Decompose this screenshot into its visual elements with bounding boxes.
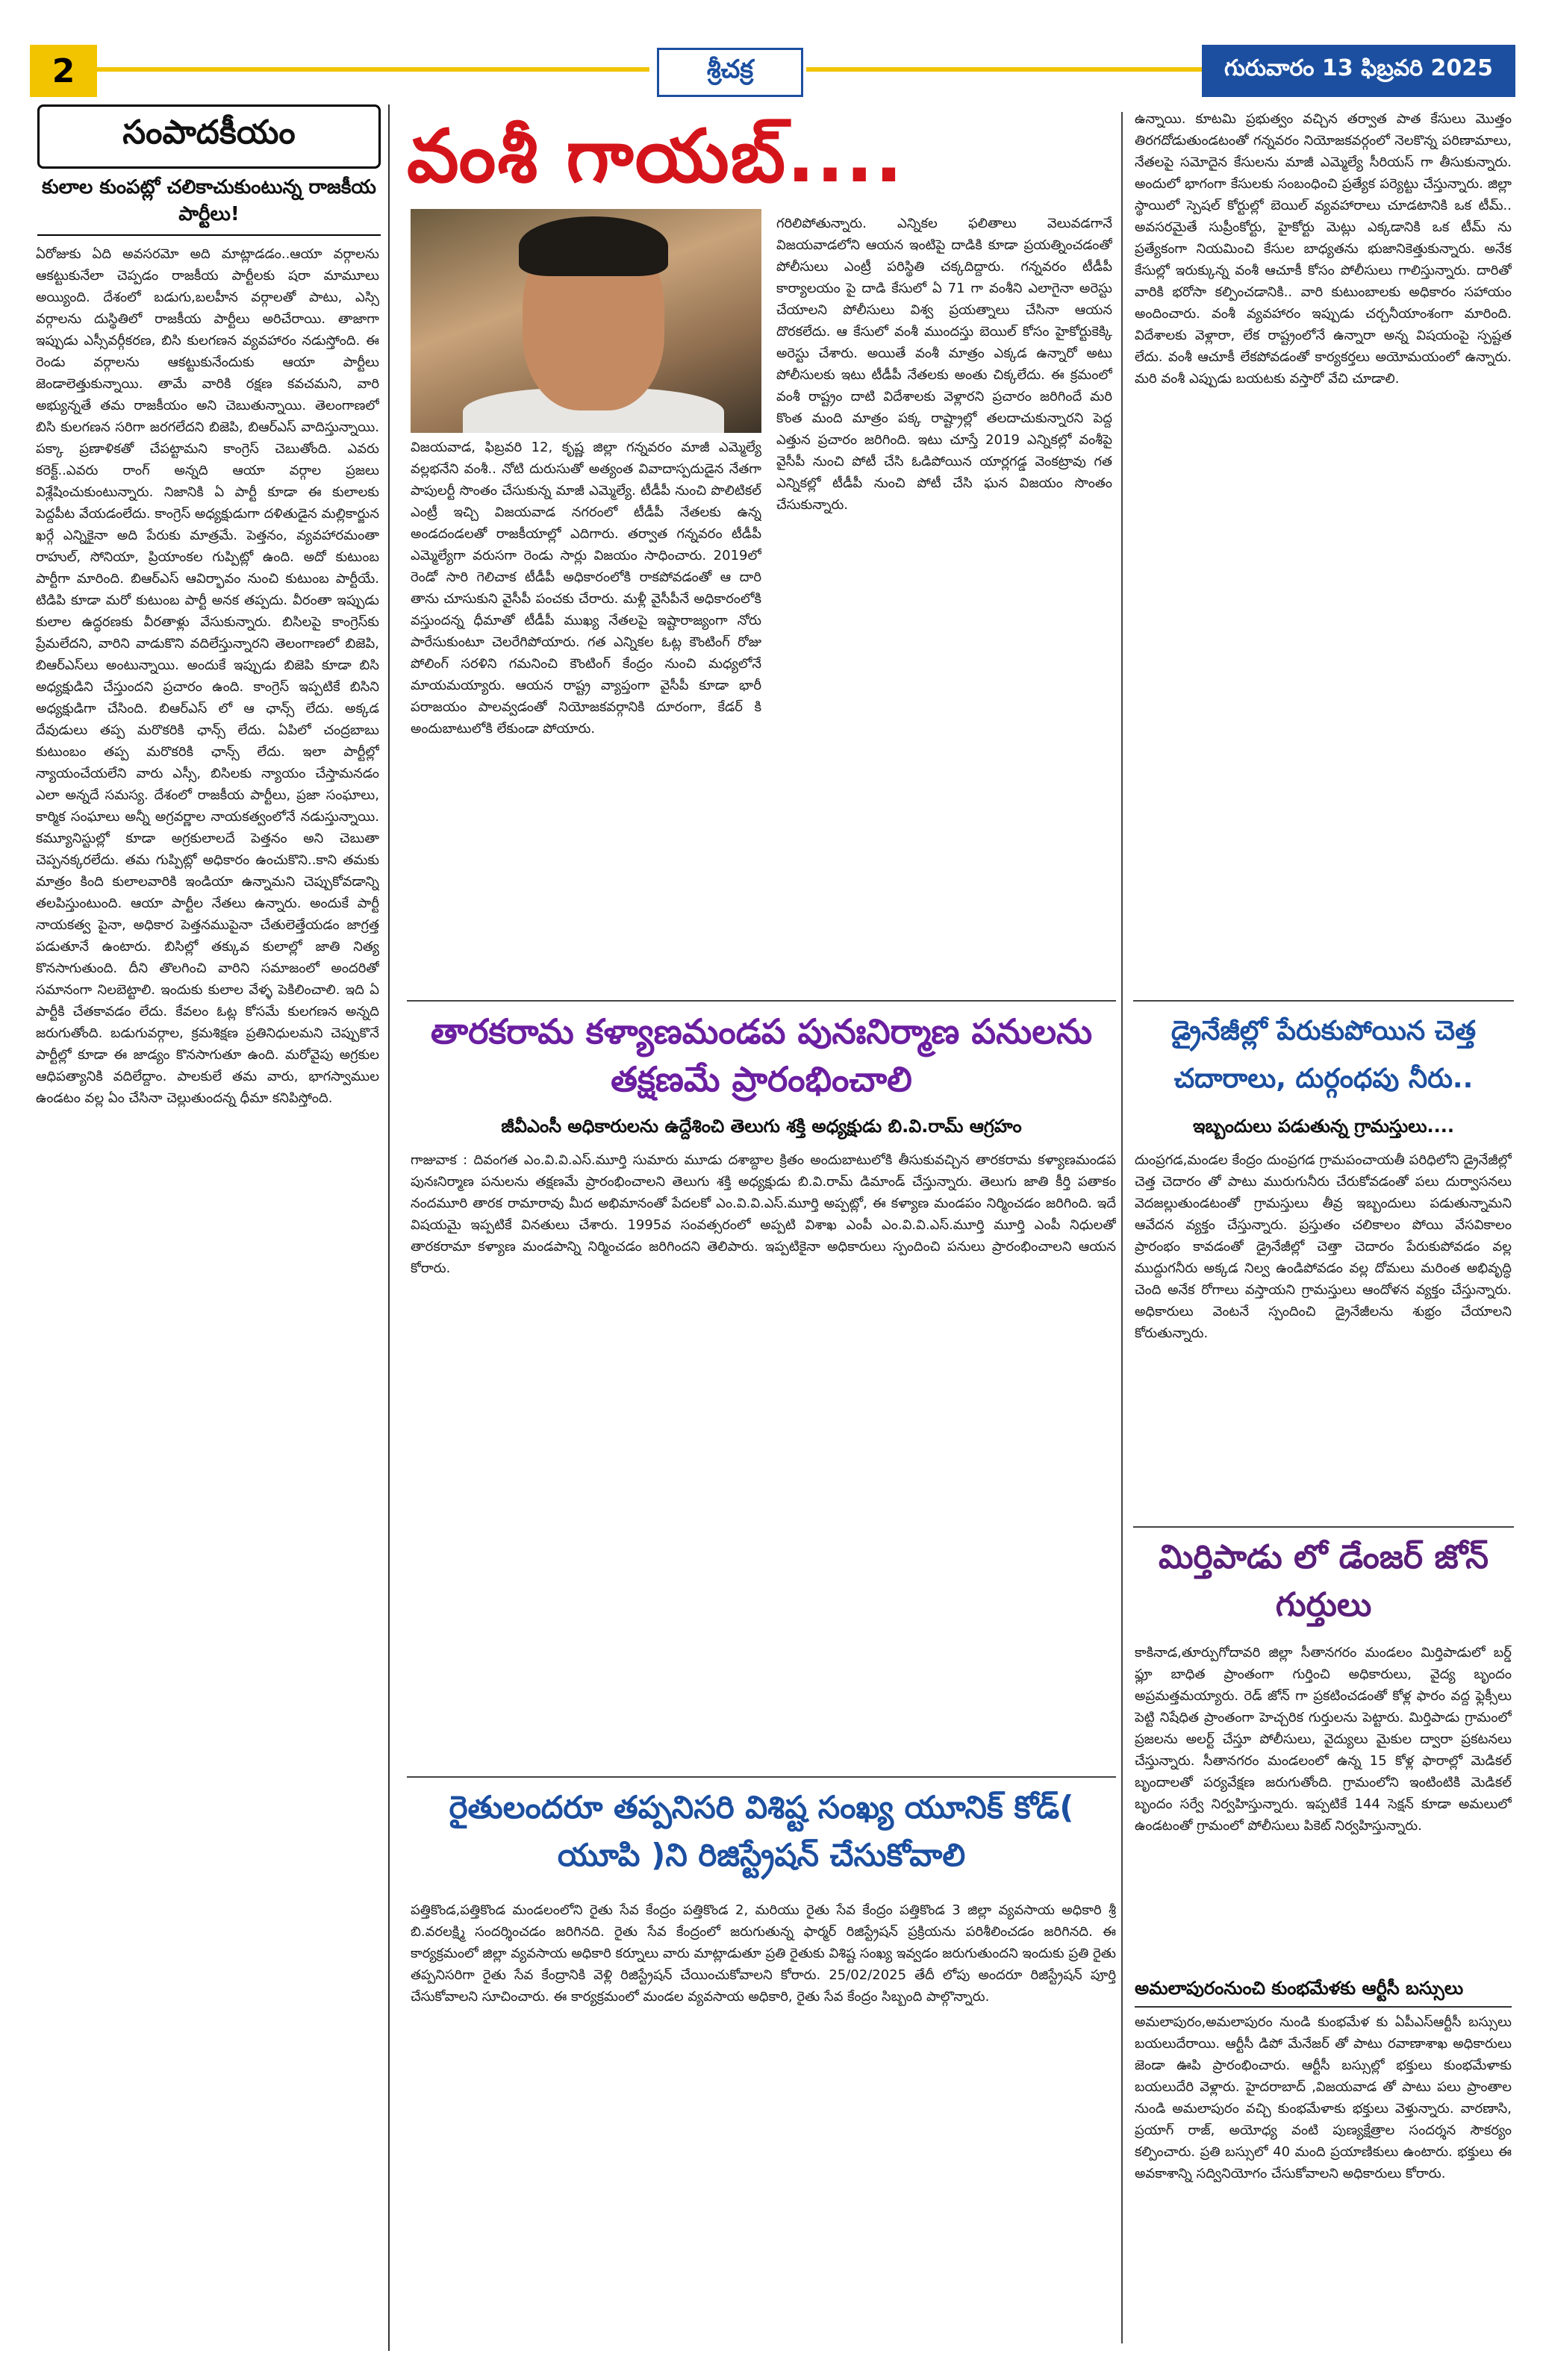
section-divider	[407, 1000, 1116, 1002]
masthead	[30, 45, 1515, 97]
rtc-body: అమలాపురం,అమలాపురం నుండి కుంభమేళ కు ఏపీఎస్ఆర్టీసీ బస్సులు బయలుదేరాయి. ఆర్టీసీ డిపో మేనేజర్ తో పాటు రవాణాశాఖ అధికారులు జెండా ఊపి ప్రారంభించారు. ఆర్టీసీ బస్సుల్లో భక్తులు కుంభమేళాకు బయలుదేరి వెళ్లారు. హైదరాబాద్ ,విజయవాడ తో పాటు పలు ప్రాంతాల నుండి అమలాపురం వచ్చి కుంభమేళాకు భక్తులు వెళ్తున్నారు. వారణాసి, ప్రయాగ్ రాజ్, అయోధ్య వంటి పుణ్యక్షేత్రాల సందర్శన సౌకర్యం కల్పించారు. ప్రతి బస్సులో 40 మంది ప్రయాణికులు ఉంటారు. భక్తులు ఈ అవకాశాన్ని సద్వినియోగం చేసుకోవాలని అధికారులు కోరారు.	[1135, 2014, 1512, 2181]
main-story-col1: విజయవాడ, ఫిబ్రవరి 12, కృష్ణ జిల్లా గన్నవరం మాజీ ఎమ్మెల్యే వల్లభనేని వంశీ.. నోటి దురుసుతో అత్యంత వివాదాస్పదుడైన నేతగా పాపులర్టీ సొంతం చేసుకున్న మాజీ ఎమ్మెల్యే. టీడీపీ నుంచి పొలిటికల్ ఎంట్రీ ఇచ్చి విజయవాడ నగరంలో టీడీపీ నేతలకు ఉన్న అండదండలతో రాజకీయాల్లో ఎదిగారు. తర్వాత గన్నవరం టీడీపీ ఎమ్మెల్యేగా వరుసగా రెండు సార్లు విజయం సాధించారు. 2019లో రెండో సారి గెలిచాక టీడీపీ అధికారంలోకి రాకపోవడంతో ఆ దారి తాను చూసుకుని వైసీపీ పంచకు చేరారు. మళ్లీ వైసీపీనే అధికారంలోకి వస్తుందన్న ధీమాతో టీడీపీ ముఖ్య నేతలపై ఇష్టారాజ్యంగా నోరు పారేసుకుంటూ చెలరేగిపోయారు. గత ఎన్నికల ఓట్ల కౌంటింగ్ రోజు పోలింగ్ సరళిని గమనించి కౌంటింగ్ కేంద్రం నుంచి మధ్యలోనే మాయమయ్యారు. ఆయన రాష్ట్ర వ్యాప్తంగా వైసీపీ కూడా భారీ పరాజయం పాలవ్వడంతో నియోజకవర్గానికి దూరంగా, కేడర్ కి అందుబాటులోకి లేకుండా పోయారు.	[411, 440, 761, 737]
newspaper-logo: శ్రీచక్ర	[657, 48, 803, 97]
drainage-kicker: ఇబ్బందులు పడుతున్న గ్రామస్తులు....	[1193, 1116, 1454, 1137]
page-number: 2	[30, 45, 97, 97]
editorial-body: ఏరోజుకు ఏది అవసరమో అది మాట్లాడడం..ఆయా వర్గాలను ఆకట్టుకునేలా చెప్పడం రాజకీయ పార్టీలకు షరా మామూలు అయ్యింది. దేశంలో బడుగు,బలహీన వర్గాలతో పాటు, ఎస్సి వర్గాలను దుస్థితిలో రాజకీయ పార్టీలు అరిచేరాయి. తాజాగా ఇప్పుడు ఎస్సీవర్గీకరణ, బిసి కులగణన వ్యవహారం నడుస్తోంది. ఈ రెండు వర్గాలను ఆకట్టుకునేందుకు ఆయా పార్టీలు జెండాలెత్తుకున్నాయి. తామే వారికి రక్షణ కవచమని, వారి అభ్యున్నతే తమ రాజకీయం అని చెబుతున్నాయి. తెలంగాణలో బిసి కులగణన సరిగా జరగలేదని బిజెపి, బిఆర్ఎస్ వాదిస్తున్నాయి. పక్కా ప్రణాళికతో చేపట్టామని కాంగ్రెస్ చెబుతోంది. ఎవరు కరెక్ట్..ఎవరు రాంగ్ అన్నది ఆయా వర్గాల ప్రజలు విశ్లేషించుకుంటున్నారు. నిజానికి ఏ పార్టీ కూడా ఈ కులాలకు పెద్దపీట వేయడంలేదు. కాంగ్రెస్ అధ్యక్షుడుగా దళితుడైన మల్లికార్జున ఖర్గే ఎన్నికైనా అది పేరుకు మాత్రమే. పెత్తనం, వ్యవహారమంతా రాహుల్, సోనియా, ప్రియాంకల గుప్పిట్లో ఉంది. అదో కుటుంబ పార్టీగా మారింది. బిఆర్ఎస్ ఆవిర్భావం నుంచి కుటుంబ పార్టీయే. టిడిపి కూడా మరో కుటుంబ పార్టీ అనక తప్పదు. వీరంతా ఇప్పుడు కులాల ఉద్ధరణకు వీరతాళ్లు వేసుకున్నారు. బిసిలపై కాంగ్రెస్‌కు ప్రేమలేదని, వారిని వాడుకొని వదిలేస్తున్నారని తెలంగాణలో బిజెపి, బిఆర్ఎస్‌లు అంటున్నాయి. అందుకే ఇప్పుడు బిజెపి కూడా బిసి అధ్యక్షుడిని చేస్తుందని ప్రచారం ఉంది. కాంగ్రెస్ ఇప్పటికే బిసిని అధ్యక్షుడిగా చేసింది. బిఆర్ఎస్ లో ఆ ఛాన్స్ లేదు. అక్కడ దేవుడులు తప్ప మరొకరికి ఛాన్స్ లేదు. ఏపిలో చంద్రబాబు కుటుంబం తప్ప మరొకరికి ఛాన్స్ లేదు. ఇలా పార్టీల్లో న్యాయంచేయలేని వారు ఎస్సీ, బిసిలకు న్యాయం చేస్తామనడం ఎలా అన్నదే సమస్య. దేశంలో రాజకీయ పార్టీలు, ప్రజా సంఘాలు, కార్మిక సంఘాలు అన్నీ అగ్రవర్ణాల నాయకత్వంలోనే నడుస్తున్నాయి. కమ్యూనిస్టుల్లో కూడా అగ్రకులాలదే పెత్తనం అని చెబుతా చెప్పనక్కరలేదు. తమ గుప్పిట్లో అధికారం ఉంచుకొని..కాని తమకు మాత్రం కింది కులాలవారికి ఇండియా ఉన్నామని చెప్పుకోవడాన్ని తలపిస్తుంటుంది. ఆయా పార్టీల నేతలు ఉన్నారు. అందుకే పార్టీ నాయకత్వ పైనా, అధికార పెత్తనముపైనా చేతులెత్తేయడం జాగ్రత్త పడుతూనే ఉంటారు. బిసిల్లో తక్కువ కులాల్లో జాతి నిత్య కొనసాగుతుంది. దీని తొలగించి వారిని సమాజంలో అందరితో సమానంగా నిలబెట్టాలి. ఇందుకు కులాల వేళ్ళ పెకిలించాలి. ఇది ఏ పార్టీకి చేతకావడం లేదు. కేవలం ఓట్ల కోసమే కులగణన అన్నది జరుగుతోంది. బడుగువర్గాల, క్రమశిక్షణ ప్రతినిధులమని చెప్పుకొనే పార్టీల్లో కూడా ఈ జాడ్యం కొనసాగుతూ ఉంది. మరోవైపు అగ్రకుల ఆధిపత్యానికి వదిలేద్దాం. పాలకులే తమ వారు, భాగస్వాముల ఉండటం వల్ల ఏం చేసినా చెల్లుతుందన్న ధీమా కనిపిస్తోంది.	[36, 246, 379, 1106]
section-divider	[1133, 1526, 1514, 1528]
editorial-headline: కులాల కుంపట్లో చలికాచుకుంటున్న రాజకీయ పార్టీలు!	[37, 176, 381, 236]
issue-date: గురువారం 13 ఫిబ్రవరి 2025	[1202, 45, 1515, 97]
section-divider	[1133, 1000, 1514, 1002]
section-divider	[407, 1776, 1116, 1778]
editorial-column	[30, 104, 390, 2351]
drainage-headline: డ్రైనేజీల్లో పేరుకుపోయిన చెత్త చదారాలు, దుర్గంధపు నీరు..	[1171, 1016, 1477, 1094]
editorial-title: సంపాదకీయం	[37, 104, 381, 169]
photo-hair-shape	[519, 216, 668, 276]
main-headline: వంశీ గాయబ్....	[407, 114, 905, 199]
kalyanamandapam-headline: తారకరామ కళ్యాణమండప పునఃనిర్మాణ పనులను తక్షణమే ప్రారంభించాలి	[430, 1011, 1093, 1099]
rythu-body: పత్తికొండ,పత్తికొండ మండలంలోని రైతు సేవ కేంద్రం పత్తికొండ 2, మరియు రైతు సేవ కేంద్రం పత్తికొండ 3 జిల్లా వ్యవసాయ అధికారి శ్రీ బి.వరలక్ష్మి సందర్శించడం జరిగినది. రైతు సేవ కేంద్రంలో జరుగుతున్న ఫార్మర్ రిజిస్ట్రేషన్ ప్రక్రియను పరిశీలించడం జరిగినది. ఈ కార్యక్రమంలో జిల్లా వ్యవసాయ అధికారి కర్నూలు వారు మాట్లాడుతూ ప్రతి రైతుకు విశిష్ట సంఖ్య ఇవ్వడం జరుగుతుందని ఇందుకు ప్రతి రైతు తప్పనిసరిగా రైతు సేవ కేంద్రానికి వెళ్లి రిజిస్ట్రేషన్ చేయించుకోవాలని కోరారు. 25/02/2025 తేదీ లోపు అందరూ రిజిస్ట్రేషన్ పూర్తి చేసుకోవాలని సూచించారు. ఈ కార్యక్రమంలో మండల వ్యవసాయ అధికారి, రైతు సేవ కేంద్రం సిబ్బంది పాల్గొన్నారు.	[411, 1902, 1116, 2005]
mirthipadu-headline: మిర్తిపాడు లో డేంజర్ జోన్ గుర్తులు	[1158, 1538, 1489, 1624]
news-photo	[411, 209, 761, 433]
rtc-headline: అమలాపురంనుంచి కుంభమేళకు ఆర్టీసీ బస్సులు	[1135, 1978, 1512, 2008]
drainage-body: దుంప్రగడ,మండల కేంద్రం దుంప్రగడ గ్రామపంచాయతీ పరిధిలోని డ్రైనేజీల్లో చెత్త చెదారం తో పాటు మురుగునీరు చేరుకోవడంతో పలు దుర్వాసనలు వెదజల్లుతుండటంతో గ్రామస్తులు తీవ్ర ఇబ్బందులు పడుతున్నామని ఆవేదన వ్యక్తం చేస్తున్నారు. ప్రస్తుతం చలికాలం పోయి వేసవికాలం ప్రారంభం కావడంతో డ్రైనేజీల్లో చెత్తా చెదారం పేరుకుపోవడం వల్ల ముద్దుగనీరు అక్కడ నిల్వ ఉండిపోవడం వల్ల దోమలు మరింత అభివృద్ధి చెంది అనేక రోగాలు వస్తాయని గ్రామస్తులు ఆందోళన వ్యక్తం చేస్తున్నారు. అధికారులు వెంటనే స్పందించి డ్రైనేజీలను శుభ్రం చేయాలని కోరుతున్నారు.	[1135, 1152, 1512, 1341]
right-continuation: ఉన్నాయి. కూటమి ప్రభుత్వం వచ్చిన తర్వాత పాత కేసులు మొత్తం తిరగదోడుతుండటంతో గన్నవరం నియోజకవర్గంలో నెలకొన్న పరిణామాలు, నేతలపై సమోదైన కేసులను మాజీ ఎమ్మెల్యే సీరియస్ గా తీసుకున్నారు. అందులో భాగంగా కేసులకు సంబంధించి ప్రత్యేక పర్యెట్టు చేస్తున్నారు. జిల్లా స్థాయిలో స్పెషల్ కోర్టుల్లో బెయిల్ వ్యవహారాలు చూడటానికి ఒక టీమ్.. అవసరమైతే సుప్రీంకోర్టు, హైకోర్టు మెట్లు ఎక్కడానికి ఒక టీమ్ ను ప్రత్యేకంగా నియమించి కేసుల బాధ్యతను భుజానికెత్తుకున్నారు. అనేక కేసుల్లో ఇరుక్కున్న వంశీ ఆచూకీ కోసం పోలీసులు గాలిస్తున్నారు. దారితో వారికి భరోసా కల్పించడానికి.. వారి కుటుంబాలకు అధికారం సహాయం అందించారు. వంశీ వ్యవహారం ఇప్పుడు చర్చనీయాంశంగా మారింది. విదేశాలకు వెళ్లారా, లేక రాష్ట్రంలోనే ఉన్నారా అన్న విషయంపై స్పష్టత లేదు. వంశీ ఆచూకీ లేకపోవడంతో కార్యకర్తలు అయోమయంలో ఉన్నారు. మరి వంశీ ఎప్పుడు బయటకు వస్తారో వేచి చూడాలి.	[1135, 111, 1512, 387]
rythu-headline: రైతులందరూ తప్పనిసరి విశిష్ట సంఖ్య యూనిక్ కోడ్( యూపి )ని రిజిస్ట్రేషన్ చేసుకోవాలి	[449, 1789, 1074, 1873]
mirthipadu-body: కాకినాడ,తూర్పుగోదావరి జిల్లా సీతానగరం మండలం మిర్తిపాడులో బర్డ్ ఫ్లూ బాధిత ప్రాంతంగా గుర్తించి అధికారులు, వైద్య బృందం అప్రమత్తమయ్యారు. రెడ్ జోన్ గా ప్రకటించడంతో కోళ్ల ఫారం వద్ద ఫ్లెక్సీలు పెట్టి నిషేధిత ప్రాంతంగా హెచ్చరిక గుర్తులను పెట్టారు. మిర్తిపాడు గ్రామంలో ప్రజలను అలర్ట్ చేస్తూ పోలీసులు, వైద్యులు మైకుల ద్వారా ప్రకటనలు చేస్తున్నారు. సీతానగరం మండలంలో ఉన్న 15 కోళ్ల ఫారాల్లో మెడికల్ బృందాలతో పర్యవేక్షణ జరుగుతోంది. గ్రామంలోని ఇంటింటికి మెడికల్ బృందం సర్వే నిర్వహిస్తున్నారు. ఇప్పటికే 144 సెక్షన్ కూడా అమలులో ఉండటంతో గ్రామంలో పోలీసులు పికెట్ నిర్వహిస్తున్నారు.	[1135, 1645, 1512, 1834]
masthead-rule-right	[806, 67, 1209, 72]
main-story-col2: గరిలిపోతున్నారు. ఎన్నికల ఫలితాలు వెలువడగానే విజయవాడలోని ఆయన ఇంటిపై దాడికి కూడా ప్రయత్నించడంతో పోలీసులు ఎంట్రీ పరిస్థితి చక్కదిద్దారు. గన్నవరం టీడీపీ కార్యాలయం పై దాడి కేసులో ఏ 71 గా వంశీని ఎలాగైనా అరెస్టు చేయాలని పోలీసులు విశ్వ ప్రయత్నాలు చేసినా ఆయన దొరకలేదు. ఆ కేసులో వంశీ ముందస్తు బెయిల్ కోసం హైకోర్టుకెక్కి అరెస్టు చేశారు. అయితే వంశీ మాత్రం ఎక్కడ ఉన్నారో అటు పోలీసులకు ఇటు టీడీపీ నేతలకు అంతు చిక్కలేదు. ఈ క్రమంలో వంశీ రాష్ట్రం దాటి విదేశాలకు వెళ్లారని ప్రచారం జరిగిందే మరి కొంత మంది మాత్రం పక్క రాష్ట్రాల్లో తలదాచుకున్నారని పెద్ద ఎత్తున ప్రచారం జరిగింది. ఇటు చూస్తే 2019 ఎన్నికల్లో వంశీపై వైసీపీ నుంచి పోటీ చేసి ఓడిపోయిన యార్లగడ్డ వెంకట్రావు గత ఎన్నికల్లో టీడీపీ నుంచి పోటీ చేసి ఘన విజయం సొంతం చేసుకున్నారు.	[776, 216, 1112, 513]
column-divider	[1121, 112, 1123, 2343]
masthead-rule-left	[97, 67, 649, 72]
kalyanamandapam-body: గాజువాక : దివంగత ఎం.వి.వి.ఎస్.మూర్తి సుమారు మూడు దశాబ్దాల క్రితం అందుబాటులోకి తీసుకువచ్చిన తారకరామ కళ్యాణమండప పునఃనిర్మాణ పనులను తక్షణమే ప్రారంభించాలని తెలుగు శక్తి అధ్యక్షుడు బి.వి.రామ్ డిమాండ్ చేస్తున్నారు. తెలుగు జాతి కీర్తి పతాకం నందమూరి తారక రామారావు మీద అభిమానంతో పేదలకో ఎం.వి.వి.ఎస్.మూర్తి అప్పట్లో, ఈ కళ్యాణ మండపం నిర్మించడం జరిగింది. ఇదే విషయమై ఇప్పటికే వినతులు చేశారు. 1995వ సంవత్సరంలో అప్పటి విశాఖ ఎంపీ ఎం.వి.వి.ఎస్.మూర్తి మూర్తి ఎంపీ నిధులతో తారకరామా కళ్యాణ మండపాన్ని నిర్మించడం జరిగిందని తెలిపారు. ఇప్పటికైనా అధికారులు స్పందించి పనులు ప్రారంభించాలని ఆయన కోరారు.	[411, 1152, 1116, 1276]
kalyanamandapam-kicker: జీవీఎంసీ అధికారులను ఉద్దేశించి తెలుగు శక్తి అధ్యక్షుడు బి.వి.రామ్ ఆగ్రహం	[501, 1116, 1022, 1137]
